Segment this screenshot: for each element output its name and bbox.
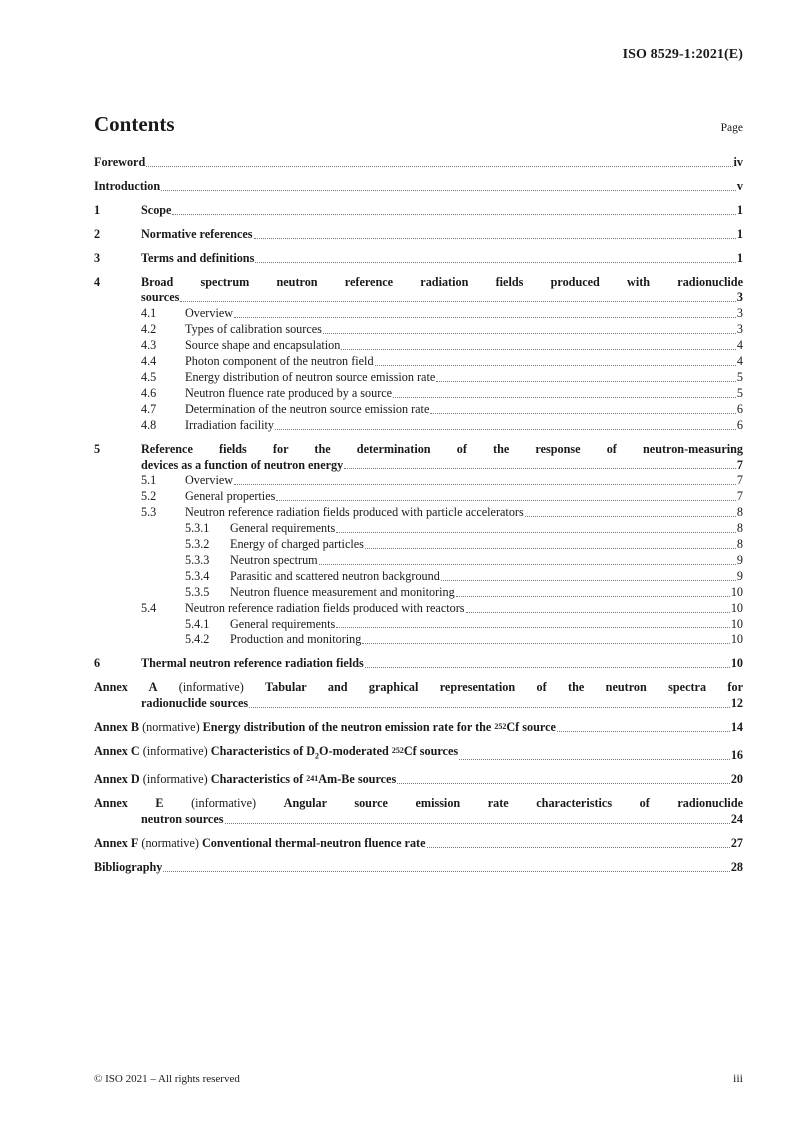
toc-entry-terms-and-definitions[interactable] <box>94 251 743 267</box>
annex-type: (normative) <box>142 720 200 735</box>
toc-entry-5-4[interactable] <box>94 601 743 617</box>
title-part: Cf source <box>506 720 556 735</box>
toc-label: Source shape and encapsulation <box>185 338 341 353</box>
toc-page: 1 <box>736 202 743 217</box>
title-part: Am-Be sources <box>318 772 397 787</box>
toc-entry-4-5[interactable] <box>94 370 743 386</box>
toc-label: Energy distribution of neutron source emission rate <box>185 369 436 384</box>
toc-label: Overview <box>185 473 234 488</box>
toc-page: 4 <box>736 338 743 353</box>
toc-entry-5-3[interactable] <box>94 505 743 521</box>
dot-leader <box>365 548 736 549</box>
toc-number: 4.2 <box>141 322 157 337</box>
toc-page: 7 <box>736 473 743 488</box>
toc-page: 12 <box>730 696 743 711</box>
dot-leader <box>323 333 736 334</box>
dot-leader <box>365 667 730 668</box>
toc-page: iv <box>733 155 743 169</box>
toc-entry-4-7[interactable] <box>94 402 743 418</box>
annex-type: (informative) <box>142 744 208 758</box>
annex-type: (normative) <box>141 836 199 851</box>
document-code: ISO 8529-1:2021(E) <box>622 47 743 62</box>
toc-label: Foreword <box>94 155 146 169</box>
toc-label: General requirements <box>230 616 336 631</box>
toc-page: 10 <box>730 600 743 615</box>
dot-leader <box>436 381 736 382</box>
toc-entry-5-3-2[interactable] <box>94 537 743 553</box>
toc-label: Energy of charged particles <box>230 537 364 552</box>
isotope-superscript: 241 <box>306 774 319 784</box>
toc-entry-introduction[interactable] <box>94 179 743 195</box>
dot-leader <box>525 516 736 517</box>
toc-entry-section-4[interactable] <box>94 275 743 307</box>
toc-page: 24 <box>730 812 743 827</box>
toc-page: 8 <box>736 537 743 552</box>
toc-entry-annex-b[interactable] <box>94 720 743 736</box>
annex-name: Annex E <box>94 796 164 811</box>
toc-page: 4 <box>736 354 743 369</box>
dot-leader <box>172 214 735 215</box>
toc-label: Production and monitoring <box>230 632 362 647</box>
toc-entry-5-3-4[interactable] <box>94 569 743 585</box>
toc-page: 9 <box>736 552 743 567</box>
toc-page: 3 <box>736 290 743 305</box>
dot-leader <box>344 468 736 469</box>
dot-leader <box>161 190 736 191</box>
toc-entry-4-1[interactable] <box>94 306 743 322</box>
toc-label: Normative references <box>141 226 253 241</box>
toc-number: 2 <box>94 226 101 241</box>
dot-leader <box>255 262 736 263</box>
toc-page: 10 <box>730 632 743 647</box>
toc-number: 4.5 <box>141 369 157 384</box>
dot-leader <box>319 564 736 565</box>
toc-label <box>210 744 459 761</box>
toc-label-line2: sources <box>141 290 180 305</box>
toc-entry-scope[interactable] <box>94 203 743 219</box>
toc-number: 5.4.2 <box>185 632 210 647</box>
dot-leader <box>430 413 736 414</box>
toc-page: 10 <box>730 584 743 599</box>
toc-label-line1: Angular source emission rate characteristics of radionuclide <box>283 796 744 811</box>
toc-label: Neutron spectrum <box>230 552 318 567</box>
toc-label: General properties <box>185 489 276 504</box>
toc-number: 4.4 <box>141 354 157 369</box>
page-title: Contents <box>94 112 175 136</box>
toc-number: 5.4 <box>141 600 157 615</box>
dot-leader <box>441 580 736 581</box>
toc-number: 3 <box>94 250 101 265</box>
annex-type: (informative) <box>191 796 257 811</box>
toc-entry-4-3[interactable] <box>94 338 743 354</box>
toc-label: Neutron reference radiation fields produced with particle accelerators <box>185 505 524 520</box>
toc-entry-annex-d[interactable] <box>94 772 743 788</box>
toc-entry-4-4[interactable] <box>94 354 743 370</box>
isotope-superscript: 252 <box>494 722 507 732</box>
toc-label: General requirements <box>230 521 336 536</box>
toc-entry-foreword[interactable] <box>94 155 743 171</box>
dot-leader <box>459 759 730 760</box>
toc-label: Terms and definitions <box>141 250 255 265</box>
toc-page: 1 <box>736 250 743 265</box>
subscript: 2 <box>315 751 320 761</box>
toc-number: 1 <box>94 202 101 217</box>
toc-number: 5.3.3 <box>185 552 210 567</box>
toc-label <box>211 772 396 786</box>
toc-entry-5-1[interactable] <box>94 473 743 489</box>
copyright-notice: © ISO 2021 – All rights reserved <box>94 1073 240 1085</box>
toc-page: 8 <box>736 505 743 520</box>
toc-label-line2: neutron sources <box>141 812 224 827</box>
toc-label-line1: Reference fields for the determination of the response of neutron-measuring <box>141 441 743 456</box>
dot-leader <box>557 731 730 732</box>
toc-label: Photon component of the neutron field <box>185 354 374 369</box>
toc-number: 6 <box>94 656 101 671</box>
toc-number: 5.3 <box>141 505 157 520</box>
dot-leader <box>225 823 730 824</box>
annex-type: (informative) <box>142 772 208 787</box>
dot-leader <box>397 783 730 784</box>
dot-leader <box>275 429 736 430</box>
toc-label: Bibliography <box>94 859 163 874</box>
toc-label: Neutron reference radiation fields produced with reactors <box>185 600 465 615</box>
toc-entry-bibliography[interactable] <box>94 860 743 876</box>
toc-number: 5.3.5 <box>185 584 210 599</box>
toc-page: 10 <box>730 656 743 671</box>
toc-entry-5-3-5[interactable] <box>94 585 743 601</box>
toc-label-line1: Broad spectrum neutron reference radiation fields produced with radionuclide <box>141 274 743 289</box>
page-column-label: Page <box>720 122 743 134</box>
toc-page: 6 <box>736 417 743 432</box>
title-row <box>94 112 743 137</box>
toc-page: 1 <box>736 226 743 241</box>
toc-entry-section-5[interactable] <box>94 442 743 474</box>
toc-number: 4.3 <box>141 338 157 353</box>
toc-number: 5.2 <box>141 489 157 504</box>
toc-label: Thermal neutron reference radiation fields <box>141 656 364 671</box>
dot-leader <box>234 317 736 318</box>
dot-leader <box>375 365 736 366</box>
dot-leader <box>466 612 730 613</box>
toc-page: 8 <box>736 521 743 536</box>
toc-page: 3 <box>736 306 743 321</box>
toc-entry-5-4-1[interactable] <box>94 617 743 633</box>
toc-entry-5-3-1[interactable] <box>94 521 743 537</box>
toc-number: 4.6 <box>141 385 157 400</box>
toc-label: Conventional thermal-neutron fluence rate <box>201 836 426 851</box>
toc-entry-5-3-3[interactable] <box>94 553 743 569</box>
dot-leader <box>276 500 736 501</box>
toc-page: v <box>736 178 743 193</box>
annex-name: Annex B <box>94 720 140 735</box>
dot-leader <box>427 847 730 848</box>
toc-number: 4.7 <box>141 401 157 416</box>
dot-leader <box>146 166 732 167</box>
isotope-superscript: 252 <box>391 746 404 755</box>
toc-page: 3 <box>736 322 743 337</box>
toc-page: 5 <box>736 369 743 384</box>
toc-label: Introduction <box>94 178 161 193</box>
dot-leader <box>234 484 736 485</box>
toc-number: 5 <box>94 441 101 456</box>
dot-leader <box>163 871 729 872</box>
toc-entry-4-6[interactable] <box>94 386 743 402</box>
toc-entry-annex-a[interactable] <box>94 680 743 712</box>
toc-page: 10 <box>730 616 743 631</box>
toc-entry-4-8[interactable] <box>94 418 743 434</box>
dot-leader <box>456 596 730 597</box>
toc-number: 5.3.4 <box>185 568 210 583</box>
toc-label: Parasitic and scattered neutron background <box>230 568 440 583</box>
toc-page: 16 <box>730 748 743 763</box>
dot-leader <box>180 301 736 302</box>
toc-entry-normative-references[interactable] <box>94 227 743 243</box>
toc-number: 5.4.1 <box>185 616 210 631</box>
annex-name: Annex A <box>94 680 158 695</box>
toc-label <box>203 720 556 734</box>
toc-entry-5-2[interactable] <box>94 489 743 505</box>
title-part: Energy distribution of the neutron emission rate for the <box>202 720 495 735</box>
dot-leader <box>336 532 736 533</box>
toc-number: 4.8 <box>141 417 157 432</box>
toc-page: 28 <box>730 859 743 874</box>
toc-number: 4.1 <box>141 306 157 321</box>
toc-entry-annex-c[interactable] <box>94 744 743 764</box>
toc-label: Types of calibration sources <box>185 322 322 337</box>
toc-label: Scope <box>141 202 172 217</box>
toc-page: 20 <box>730 772 743 787</box>
toc-label-line2: devices as a function of neutron energy <box>141 457 344 472</box>
toc-label: Neutron fluence rate produced by a source <box>185 385 393 400</box>
toc-label: Determination of the neutron source emission rate <box>185 401 430 416</box>
dot-leader <box>341 349 736 350</box>
page-number: iii <box>732 1071 743 1085</box>
toc-label: Irradiation facility <box>185 417 274 432</box>
toc-page: 27 <box>730 836 743 851</box>
toc-label-line2: radionuclide sources <box>141 696 249 711</box>
dot-leader <box>362 643 729 644</box>
annex-name: Annex D <box>94 772 140 787</box>
toc-page: 9 <box>736 568 743 583</box>
title-part: O-moderated <box>319 744 392 758</box>
toc-entry-5-4-2[interactable] <box>94 632 743 648</box>
title-part: Cf sources <box>403 744 459 758</box>
toc-number: 5.1 <box>141 473 157 488</box>
toc-page: 14 <box>730 720 743 735</box>
toc-label-line1: Tabular and graphical representation of the neutron spectra for <box>265 680 743 695</box>
toc-page: 7 <box>736 489 743 504</box>
title-part: Characteristics of <box>210 772 307 787</box>
annex-name: Annex F <box>94 836 139 851</box>
toc-number: 4 <box>94 274 101 289</box>
title-part: Characteristics of D <box>210 744 316 758</box>
toc-label: Neutron fluence measurement and monitoring <box>230 584 455 599</box>
annex-type: (informative) <box>178 680 244 695</box>
annex-name: Annex C <box>94 744 140 758</box>
dot-leader <box>254 238 736 239</box>
toc-label: Overview <box>185 306 234 321</box>
toc-number: 5.3.1 <box>185 521 210 536</box>
toc-page: 7 <box>736 457 743 472</box>
toc-page: 6 <box>736 401 743 416</box>
dot-leader <box>393 397 736 398</box>
toc-entry-4-2[interactable] <box>94 322 743 338</box>
table-of-contents <box>94 155 743 876</box>
toc-number: 5.3.2 <box>185 537 210 552</box>
toc-entry-section-6[interactable] <box>94 656 743 672</box>
toc-entry-annex-e[interactable] <box>94 796 743 828</box>
toc-entry-annex-f[interactable] <box>94 836 743 852</box>
dot-leader <box>249 707 730 708</box>
toc-page: 5 <box>736 385 743 400</box>
dot-leader <box>336 627 730 628</box>
